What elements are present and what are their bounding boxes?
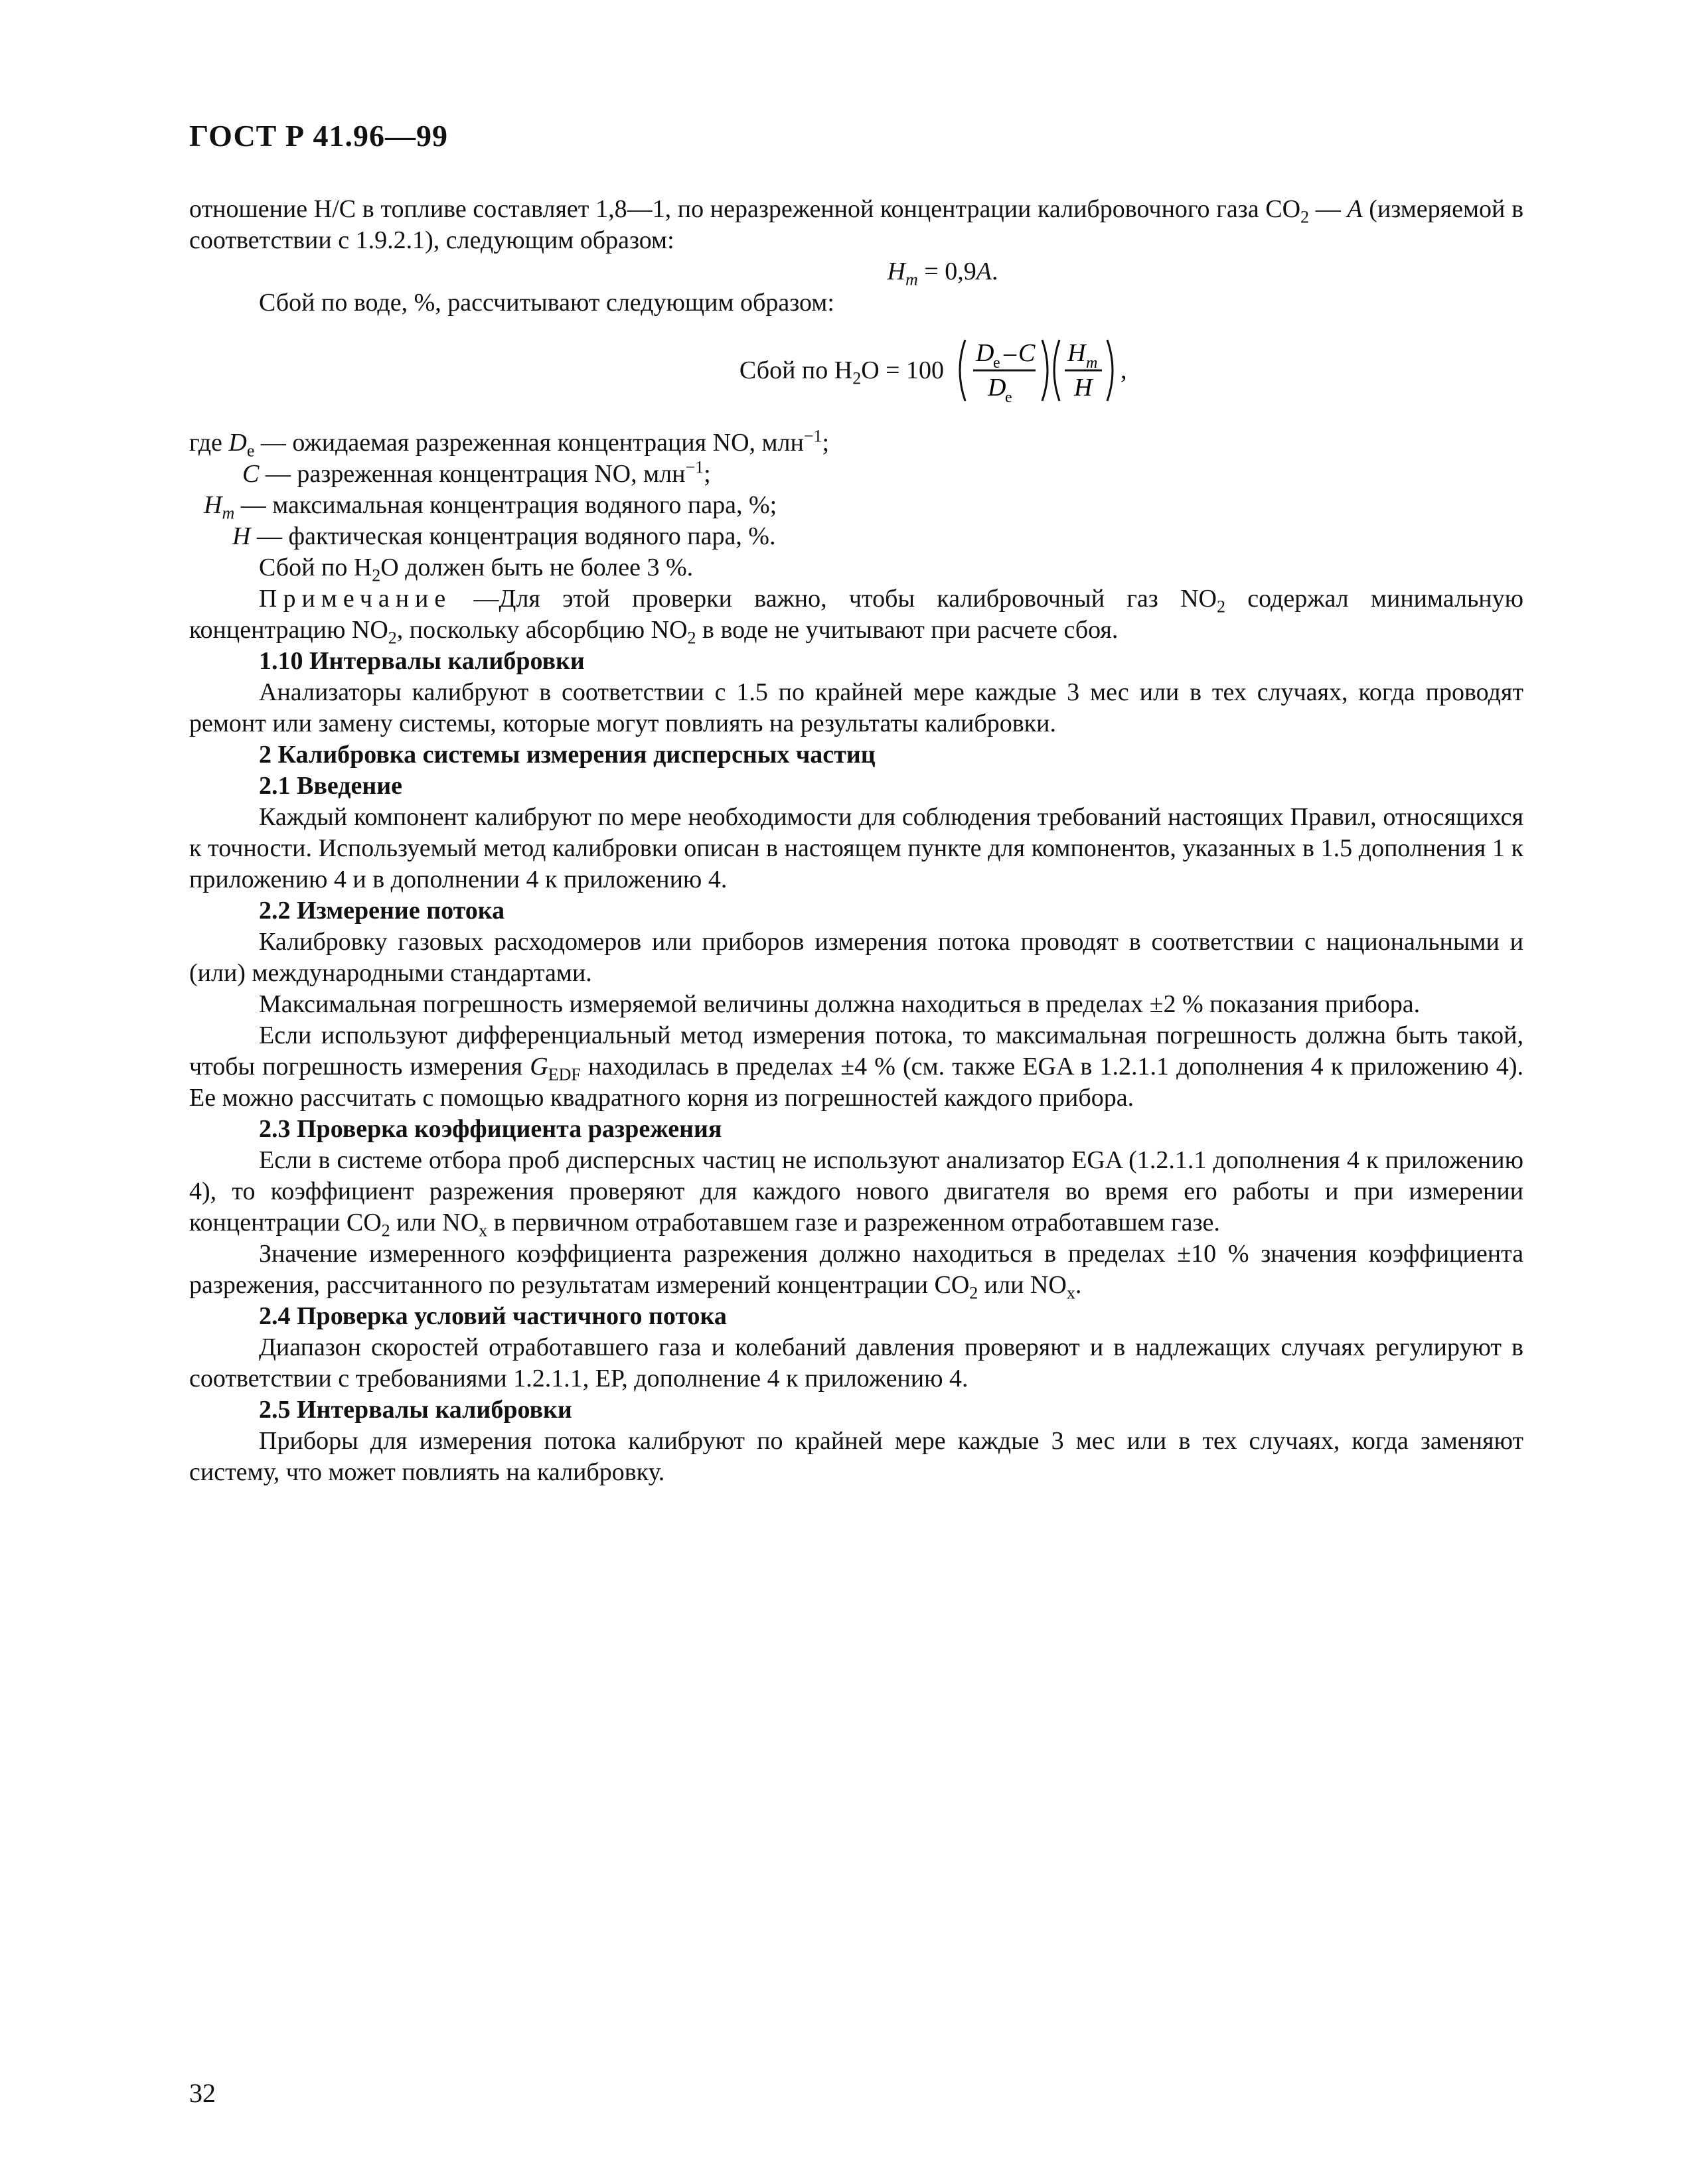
text-run: (измеряемой в соответствии с 1.9.2.1), следующим образом: bbox=[189, 195, 1524, 254]
document-code: ГОСТ Р 41.96—99 bbox=[189, 119, 448, 153]
section-text-2-2-p1: Калибровку газовых расходомеров или приборов измерения потока проводят в соответствии с национальными и (или) международными стандартами. bbox=[189, 928, 1523, 987]
section-text-1-10: Анализаторы калибруют в соответствии с 1.5 по крайней мере каждые 3 мес или в тех случаях, когда проводят ремонт или замену системы, которые могут повлиять на результаты калибровки. bbox=[189, 678, 1523, 737]
fraction-expression bbox=[953, 331, 1146, 410]
text-run: . bbox=[1075, 1271, 1082, 1299]
section-text-2-5: Приборы для измерения потока калибруют по крайней мере каждые 3 мес или в тех случаях, когда заменяют систему, что может повлиять на калибровку. bbox=[189, 1427, 1523, 1486]
frac-denominator-e: e bbox=[1005, 389, 1012, 406]
note-paragraph bbox=[189, 583, 1523, 646]
section-heading-2-4: 2.4 Проверка условий частичного потока bbox=[259, 1302, 727, 1330]
text-run: — фактическая концентрация водяного пара, %. bbox=[250, 522, 776, 550]
section-heading-2: 2 Калибровка системы измерения дисперсных частиц bbox=[259, 741, 876, 769]
formula-water-fault bbox=[189, 331, 1523, 410]
note-label: Примечание bbox=[259, 585, 452, 613]
formula-label bbox=[739, 355, 944, 386]
subscript: e bbox=[246, 441, 255, 461]
section-text-2-4: Диапазон скоростей отработавшего газа и колебаний давления проверяют и в надлежащих случаях регулируют в соответствии с требованиями 1.2.1.1, ЕР, дополнение 4 к приложению 4. bbox=[189, 1333, 1523, 1392]
frac-denominator-d: D bbox=[988, 374, 1006, 402]
text-run: О должен быть не более 3 %. bbox=[380, 554, 694, 581]
symbol-h: H bbox=[887, 258, 905, 285]
text-run: — максимальная концентрация водяного пара, %; bbox=[234, 491, 777, 519]
subscript: 2 bbox=[687, 628, 696, 648]
subscript: x bbox=[1066, 1283, 1075, 1303]
text-run: — bbox=[1309, 195, 1348, 223]
text-run: Если используют дифференциальный метод измерения потока, то максимальная погрешность должна быть такой, чтобы погрешность измерения bbox=[189, 1021, 1523, 1081]
frac2-numerator-m: m bbox=[1086, 354, 1098, 372]
frac-numerator-c: C bbox=[1018, 339, 1036, 367]
definition-c bbox=[189, 459, 1523, 490]
subscript: 2 bbox=[388, 628, 397, 648]
text-run: — ожидаемая разреженная концентрация NO, млн bbox=[254, 429, 804, 457]
text-run: ; bbox=[704, 460, 711, 488]
subscript: 2 bbox=[1300, 207, 1310, 227]
subscript: 2 bbox=[372, 565, 381, 585]
text-run: или NO bbox=[390, 1209, 479, 1237]
subscript: EDF bbox=[548, 1065, 581, 1085]
intro-paragraph bbox=[189, 194, 1523, 256]
superscript: −1 bbox=[685, 457, 704, 477]
frac2-denominator-h: H bbox=[1074, 374, 1093, 402]
section-text-2-2-p3 bbox=[189, 1020, 1523, 1114]
section-text-2-3-p1 bbox=[189, 1145, 1523, 1239]
section-heading-2-3: 2.3 Проверка коэффициента разрежения bbox=[259, 1115, 722, 1143]
section-heading-2-1: 2.1 Введение bbox=[259, 772, 402, 800]
section-text-2-1: Каждый компонент калибруют по мере необходимости для соблюдения требований настоящих Правил, относящихся к точности. Используемый метод калибровки описан в настоящем пункте для компонентов, указанных в 1.5 дополнения 1 к приложению 4 и в дополнении 4 к приложению 4. bbox=[189, 803, 1523, 893]
frac-minus: – bbox=[1004, 339, 1017, 367]
text-run: отношение Н/С в топливе составляет 1,8—1, по неразреженной концентрации калибровочного газа СО bbox=[189, 195, 1301, 223]
text-run: О = 100 bbox=[861, 356, 945, 384]
section-heading-2-2: 2.2 Измерение потока bbox=[259, 897, 505, 925]
text-run: — разреженная концентрация NO, млн bbox=[259, 460, 686, 488]
definition-de bbox=[189, 427, 1523, 459]
text-run: где bbox=[189, 429, 229, 457]
definition-hm bbox=[189, 490, 1523, 521]
text-run: Если в системе отбора проб дисперсных частиц не используют анализатор EGA (1.2.1.1 дополнения 4 к приложению 4), то коэффициент разрежения проверяют для каждого нового двигателя во время его работы и при измерении концентрации СО bbox=[189, 1146, 1523, 1237]
subscript: 2 bbox=[852, 368, 862, 388]
text-run: в воде не учитывают при расчете сбоя. bbox=[696, 616, 1119, 644]
subscript: 2 bbox=[1216, 597, 1225, 617]
subscript: x bbox=[479, 1221, 488, 1240]
text-run: или NO bbox=[978, 1271, 1067, 1299]
text-run: ; bbox=[822, 429, 830, 457]
symbol-g: G bbox=[530, 1053, 548, 1081]
paragraph-water-fault: Сбой по воде, %, рассчитывают следующим образом: bbox=[259, 289, 834, 317]
symbol-a: A bbox=[976, 258, 992, 285]
where-definitions bbox=[189, 427, 1523, 583]
text-run: Значение измеренного коэффициента разрежения должно находиться в пределах ±10 % значения коэффициента разрежения, рассчитанного по результатам измерений концентрации СО bbox=[189, 1240, 1523, 1299]
symbol-c: C bbox=[242, 460, 260, 488]
text-run: Сбой по Н bbox=[259, 554, 372, 581]
symbol-h: H bbox=[204, 491, 222, 519]
formula-hm: $H_m = 0,9A$. bbox=[887, 258, 998, 289]
text-run: , поскольку абсорбцию NO bbox=[396, 616, 688, 644]
frac2-numerator-h: H bbox=[1067, 339, 1086, 367]
subscript: m bbox=[905, 269, 918, 289]
frac-numerator-d: D bbox=[976, 339, 994, 367]
formula-comma: , bbox=[1121, 356, 1127, 384]
frac-numerator-e: e bbox=[993, 354, 1000, 372]
text-run: Сбой по Н bbox=[739, 356, 853, 384]
section-heading-2-5: 2.5 Интервалы калибровки bbox=[259, 1396, 572, 1424]
subscript: 2 bbox=[969, 1283, 978, 1303]
superscript: −1 bbox=[803, 426, 822, 446]
text-run: в первичном отработавшем газе и разреженном отработавшем газе. bbox=[487, 1209, 1220, 1237]
subscript: m bbox=[222, 503, 235, 523]
section-text-2-3-p2 bbox=[189, 1239, 1523, 1301]
page-content bbox=[189, 194, 1523, 1488]
definition-h bbox=[189, 521, 1523, 552]
section-heading-1-10: 1.10 Интервалы калибровки bbox=[259, 647, 585, 675]
symbol-h: H bbox=[232, 522, 251, 550]
text-run: находилась в пределах ±4 % (см. также EGA в 1.2.1.1 дополнения 4 к приложению 4). Ее можно рассчитать с помощью квадратного корня из погрешностей каждого прибора. bbox=[189, 1053, 1523, 1112]
text-run: —Для этой проверки важно, чтобы калибровочный газ NO bbox=[451, 585, 1217, 613]
subscript: 2 bbox=[381, 1221, 390, 1240]
text-run: = 0,9 bbox=[917, 258, 976, 285]
symbol-d: D bbox=[228, 429, 247, 457]
text-run: содержал минимальную концентрацию NO bbox=[189, 585, 1523, 644]
page-number: 32 bbox=[189, 2078, 216, 2108]
symbol-a: A bbox=[1347, 195, 1363, 223]
section-text-2-2-p2: Максимальная погрешность измеряемой величины должна находиться в пределах ±2 % показания прибора. bbox=[259, 990, 1421, 1018]
fault-limit bbox=[189, 552, 1523, 583]
